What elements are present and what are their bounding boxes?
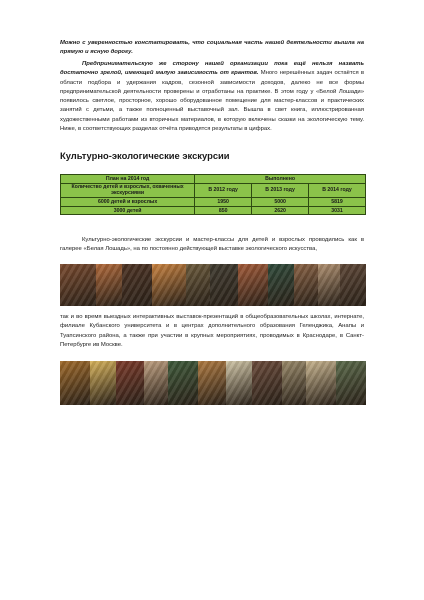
table-row-label: 6000 детей и взрослых: [61, 198, 195, 207]
photo: [268, 264, 294, 306]
photo: [282, 361, 306, 405]
paragraph-exhibitions: так и во время выездных интерактивных выставок-презентаций в общеобразовательных школах, интернате, филиале Кубанского университета и в центрах дополнительного образования Геленджика, Анапы и Туапсинского района, а также при участии в крупных мероприятиях, проводимых в Краснодаре, в Санкт-Петербурге ив Москве.: [60, 314, 364, 348]
paragraph-excursions: [60, 236, 364, 254]
table-year-2012: В 2012 году: [195, 183, 252, 198]
photo: [306, 361, 336, 405]
table-count-header: Количество детей и взрослых, охваченных экскурсиями: [61, 183, 195, 198]
photo: [252, 361, 282, 405]
photo: [152, 264, 186, 306]
table-row: [61, 206, 366, 215]
photo: [90, 361, 116, 405]
excursions-table: [60, 174, 366, 215]
table-cell: 5000: [252, 198, 309, 207]
photo: [168, 361, 198, 405]
photo: [116, 361, 144, 405]
photo: [122, 264, 152, 306]
table-year-2013: В 2013 году: [252, 183, 309, 198]
table-year-2014: В 2014 году: [309, 183, 366, 198]
photo: [144, 361, 168, 405]
paragraph-business-body: Много нерешённых задач остаётся в области подбора и удержания кадров, сезонной зависимости доходов, далеко не все формы предпринимательской деятельности проверены и отработаны на практике. В этом году у «Белой Лошади» появилось светлое, просторное, хорошо оборудованное помещение для мастер-классов и практических занятий с детьми, а также полноценный выставочный зал. Вышла в свет книга, иллюстрированная художественными работами из вторичных материалов, в которую включены сказки на экологическую тему. Ниже, в соответствующих разделах отчёта приводятся результаты в цифрах.: [60, 70, 364, 133]
photo: [226, 361, 252, 405]
table-row-label: 3000 детей: [61, 206, 195, 215]
photo: [60, 264, 96, 306]
photo: [96, 264, 122, 306]
table-row: [61, 198, 366, 207]
table-cell: 5819: [309, 198, 366, 207]
table-cell: 3031: [309, 206, 366, 215]
photo: [186, 264, 210, 306]
table-cell: 1950: [195, 198, 252, 207]
table-cell: 2620: [252, 206, 309, 215]
paragraph-excursions-text: Культурно-экологические экскурсии и мастер-классы для детей и взрослых проводились как в галерее «Белая Лошадь», на по постоянно действующей выставке экологического искусства,: [60, 237, 364, 252]
photo: [318, 264, 340, 306]
photo: [198, 361, 226, 405]
paragraph-business: [60, 60, 364, 134]
paragraph-business-lead: Предпринимательскую же сторону нашей организации пока ещё нельзя назвать достаточно зрелой, имеющей малую зависимость от грантов.: [60, 61, 364, 77]
table-done-header: Выполнено: [195, 175, 366, 184]
paragraph-social: Можно с уверенностью констатировать, что социальная часть нашей деятельности вышла на прямую и ясную дорогу.: [60, 40, 364, 55]
photo: [60, 361, 90, 405]
photo-strip-gallery: [60, 264, 366, 306]
section-heading: Культурно-экологические экскурсии: [60, 150, 230, 161]
photo-strip-exhibitions: [60, 361, 366, 405]
photo: [294, 264, 318, 306]
photo: [210, 264, 238, 306]
photo: [336, 361, 366, 405]
table-plan-header: План на 2014 год: [61, 175, 195, 184]
table-cell: 850: [195, 206, 252, 215]
photo: [340, 264, 366, 306]
photo: [238, 264, 268, 306]
